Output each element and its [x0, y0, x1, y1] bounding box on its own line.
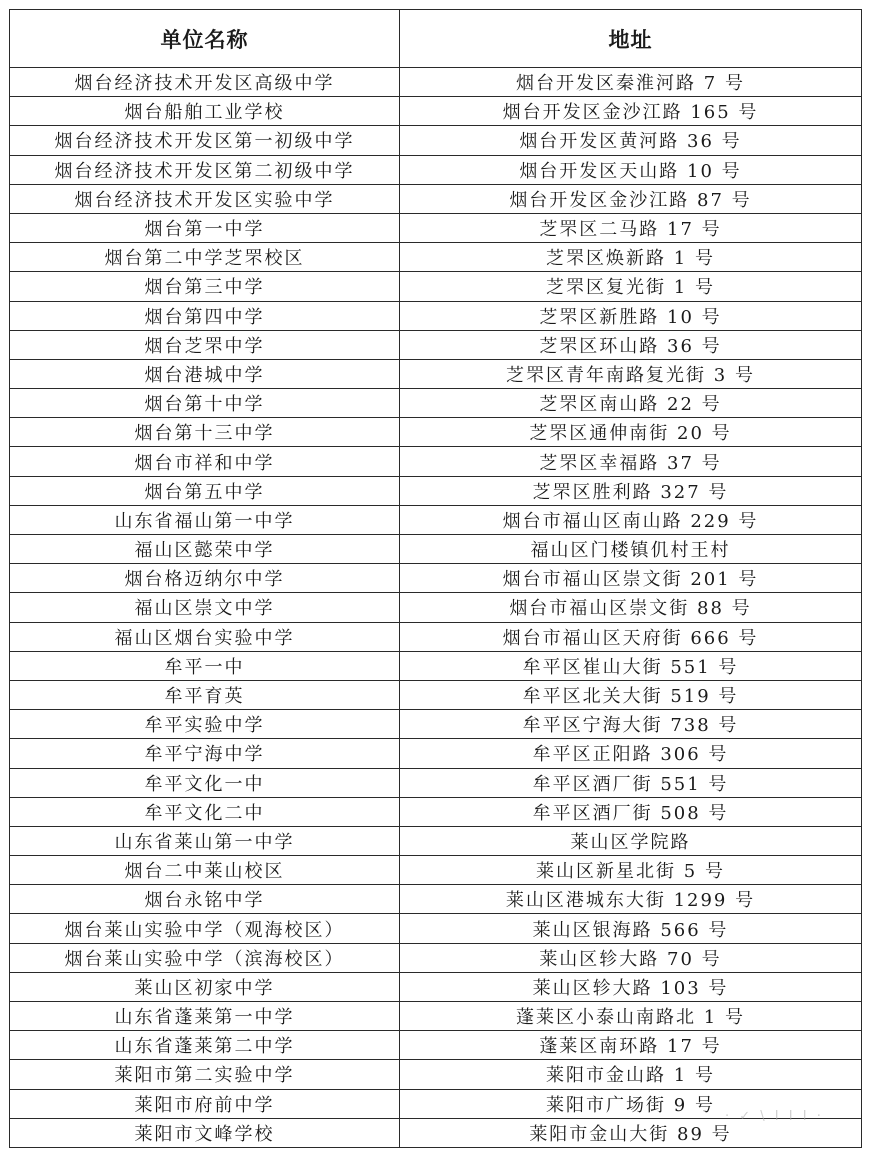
unit-name-cell: 烟台经济技术开发区第二初级中学: [10, 155, 400, 184]
table-row: [10, 651, 862, 680]
table-row: [10, 184, 862, 213]
unit-name-cell: 莱阳市文峰学校: [10, 1118, 400, 1147]
table-row: [10, 418, 862, 447]
table-row: [10, 359, 862, 388]
address-cell: 芝罘区青年南路复光街 3 号: [400, 359, 862, 388]
unit-name-cell: 牟平实验中学: [10, 710, 400, 739]
address-cell: 牟平区北关大街 519 号: [400, 680, 862, 709]
address-cell: 莱山区学院路: [400, 826, 862, 855]
address-cell: 牟平区宁海大街 738 号: [400, 710, 862, 739]
address-cell: 烟台开发区天山路 10 号: [400, 155, 862, 184]
table-row: [10, 126, 862, 155]
table-row: [10, 564, 862, 593]
table-row: [10, 1118, 862, 1147]
table-row: [10, 1089, 862, 1118]
unit-name-cell: 烟台第一中学: [10, 213, 400, 242]
address-cell: 莱阳市金山大街 89 号: [400, 1118, 862, 1147]
watermark: · ✓ \ I I I ·: [725, 1109, 824, 1124]
address-cell: 烟台市福山区崇文街 88 号: [400, 593, 862, 622]
table-row: [10, 622, 862, 651]
address-cell: 烟台开发区黄河路 36 号: [400, 126, 862, 155]
table-row: [10, 389, 862, 418]
address-cell: 蓬莱区小泰山南路北 1 号: [400, 1002, 862, 1031]
table-row: [10, 768, 862, 797]
unit-name-cell: 山东省蓬莱第一中学: [10, 1002, 400, 1031]
school-address-table: [9, 9, 862, 1148]
address-cell: 芝罘区南山路 22 号: [400, 389, 862, 418]
table-row: [10, 739, 862, 768]
table-row: [10, 826, 862, 855]
address-cell: 芝罘区胜利路 327 号: [400, 476, 862, 505]
table-row: [10, 710, 862, 739]
table-row: [10, 680, 862, 709]
unit-name-cell: 山东省蓬莱第二中学: [10, 1031, 400, 1060]
unit-name-cell: 牟平一中: [10, 651, 400, 680]
table-row: [10, 1060, 862, 1089]
unit-name-cell: 福山区崇文中学: [10, 593, 400, 622]
address-cell: 芝罘区焕新路 1 号: [400, 243, 862, 272]
table-row: [10, 97, 862, 126]
unit-name-cell: 牟平文化二中: [10, 797, 400, 826]
address-cell: 芝罘区复光街 1 号: [400, 272, 862, 301]
table-row: [10, 476, 862, 505]
unit-name-cell: 山东省福山第一中学: [10, 505, 400, 534]
address-cell: 芝罘区环山路 36 号: [400, 330, 862, 359]
unit-name-cell: 烟台第五中学: [10, 476, 400, 505]
header-unit-name: 单位名称: [10, 10, 400, 68]
table-row: [10, 272, 862, 301]
table-row: [10, 885, 862, 914]
table-row: [10, 914, 862, 943]
header-row: [10, 10, 862, 68]
table-row: [10, 301, 862, 330]
address-cell: 烟台开发区秦淮河路 7 号: [400, 68, 862, 97]
table-row: [10, 447, 862, 476]
table-body: [10, 68, 862, 1148]
table-row: [10, 972, 862, 1001]
address-cell: 牟平区正阳路 306 号: [400, 739, 862, 768]
address-cell: 烟台开发区金沙江路 87 号: [400, 184, 862, 213]
unit-name-cell: 烟台莱山实验中学（观海校区）: [10, 914, 400, 943]
unit-name-cell: 烟台格迈纳尔中学: [10, 564, 400, 593]
unit-name-cell: 烟台二中莱山校区: [10, 856, 400, 885]
unit-name-cell: 烟台市祥和中学: [10, 447, 400, 476]
unit-name-cell: 烟台港城中学: [10, 359, 400, 388]
table-row: [10, 68, 862, 97]
table-row: [10, 155, 862, 184]
unit-name-cell: 莱山区初家中学: [10, 972, 400, 1001]
address-cell: 莱山区银海路 566 号: [400, 914, 862, 943]
unit-name-cell: 烟台经济技术开发区高级中学: [10, 68, 400, 97]
table-row: [10, 213, 862, 242]
unit-name-cell: 烟台莱山实验中学（滨海校区）: [10, 943, 400, 972]
address-cell: 烟台市福山区崇文街 201 号: [400, 564, 862, 593]
unit-name-cell: 烟台第四中学: [10, 301, 400, 330]
address-cell: 莱阳市金山路 1 号: [400, 1060, 862, 1089]
address-cell: 烟台市福山区南山路 229 号: [400, 505, 862, 534]
address-cell: 福山区门楼镇仉村王村: [400, 535, 862, 564]
unit-name-cell: 牟平文化一中: [10, 768, 400, 797]
unit-name-cell: 烟台第十三中学: [10, 418, 400, 447]
unit-name-cell: 福山区懿荣中学: [10, 535, 400, 564]
address-cell: 牟平区酒厂街 551 号: [400, 768, 862, 797]
unit-name-cell: 牟平育英: [10, 680, 400, 709]
address-cell: 芝罘区新胜路 10 号: [400, 301, 862, 330]
unit-name-cell: 烟台第二中学芝罘校区: [10, 243, 400, 272]
table-row: [10, 1002, 862, 1031]
unit-name-cell: 烟台经济技术开发区第一初级中学: [10, 126, 400, 155]
table-row: [10, 797, 862, 826]
unit-name-cell: 牟平宁海中学: [10, 739, 400, 768]
unit-name-cell: 烟台经济技术开发区实验中学: [10, 184, 400, 213]
table-row: [10, 505, 862, 534]
address-cell: 烟台开发区金沙江路 165 号: [400, 97, 862, 126]
unit-name-cell: 莱阳市府前中学: [10, 1089, 400, 1118]
unit-name-cell: 福山区烟台实验中学: [10, 622, 400, 651]
address-cell: 莱山区港城东大街 1299 号: [400, 885, 862, 914]
address-cell: 芝罘区通伸南街 20 号: [400, 418, 862, 447]
unit-name-cell: 烟台第三中学: [10, 272, 400, 301]
address-cell: 莱阳市广场街 9 号: [400, 1089, 862, 1118]
address-cell: 牟平区酒厂街 508 号: [400, 797, 862, 826]
address-cell: 芝罘区二马路 17 号: [400, 213, 862, 242]
table-header: [10, 10, 862, 68]
unit-name-cell: 莱阳市第二实验中学: [10, 1060, 400, 1089]
unit-name-cell: 烟台芝罘中学: [10, 330, 400, 359]
table-row: [10, 943, 862, 972]
unit-name-cell: 烟台第十中学: [10, 389, 400, 418]
address-cell: 蓬莱区南环路 17 号: [400, 1031, 862, 1060]
address-cell: 牟平区崔山大街 551 号: [400, 651, 862, 680]
unit-name-cell: 烟台船舶工业学校: [10, 97, 400, 126]
table-row: [10, 243, 862, 272]
unit-name-cell: 山东省莱山第一中学: [10, 826, 400, 855]
unit-name-cell: 烟台永铭中学: [10, 885, 400, 914]
address-cell: 莱山区轸大路 103 号: [400, 972, 862, 1001]
address-cell: 莱山区新星北街 5 号: [400, 856, 862, 885]
school-address-table-wrapper: [9, 9, 861, 1148]
address-cell: 烟台市福山区天府街 666 号: [400, 622, 862, 651]
header-address: 地址: [400, 10, 862, 68]
address-cell: 莱山区轸大路 70 号: [400, 943, 862, 972]
address-cell: 芝罘区幸福路 37 号: [400, 447, 862, 476]
table-row: [10, 856, 862, 885]
table-row: [10, 1031, 862, 1060]
table-row: [10, 330, 862, 359]
table-row: [10, 593, 862, 622]
table-row: [10, 535, 862, 564]
